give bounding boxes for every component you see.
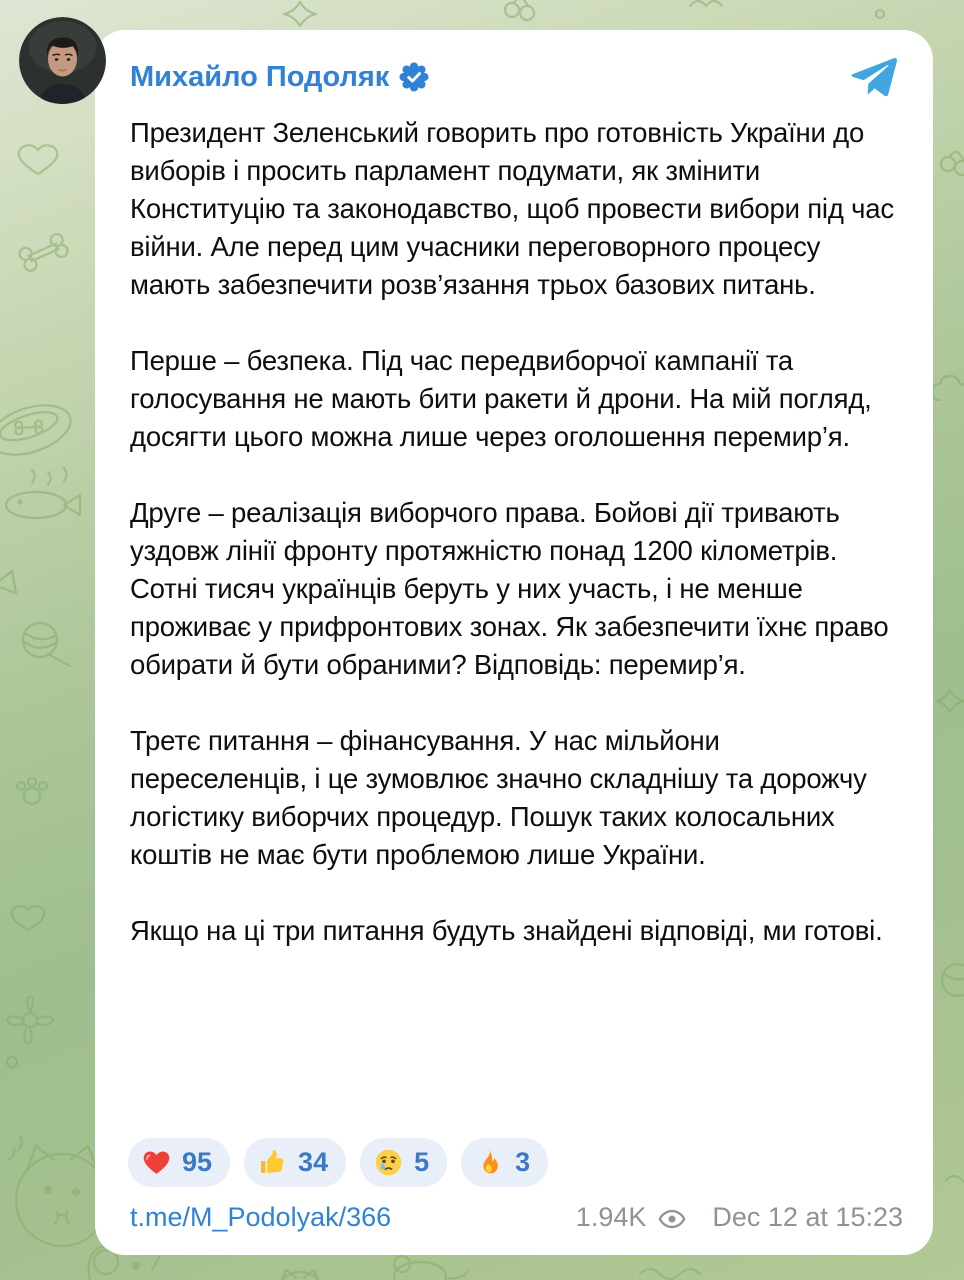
dot-doodle bbox=[876, 10, 884, 18]
reaction-button-heart[interactable] bbox=[128, 1138, 230, 1187]
flower-doodle bbox=[7, 996, 53, 1044]
cat-face-doodle bbox=[276, 1270, 324, 1280]
bird-doodle bbox=[690, 1, 722, 6]
footer-meta bbox=[576, 1202, 903, 1233]
squiggle-doodle bbox=[640, 1269, 700, 1279]
fish-doodle bbox=[6, 468, 80, 518]
verified-badge-icon bbox=[399, 62, 429, 92]
sparkle-doodle bbox=[284, 2, 316, 26]
post-header bbox=[130, 52, 903, 100]
reaction-count: 95 bbox=[182, 1147, 213, 1177]
reaction-count: 34 bbox=[298, 1147, 329, 1177]
heart-emoji-icon bbox=[142, 1148, 171, 1177]
heart-doodle bbox=[12, 906, 44, 930]
mouse-doodle bbox=[394, 1256, 468, 1280]
channel-avatar[interactable] bbox=[19, 17, 106, 104]
post-link[interactable]: t.me/M_Podolyak/366 bbox=[130, 1202, 392, 1232]
sparkle-doodle bbox=[936, 690, 964, 712]
post-paragraph: Президент Зеленський говорить про готовність України до виборів і просить парламент подумати, як змінити Конституцію та законодавство, щоб провести вибори під час війни. Але перед цим учасники переговорного процесу мають забезпечити розв’язання трьох базових питань. bbox=[130, 117, 894, 300]
thumbs-up-emoji-icon bbox=[258, 1148, 287, 1177]
channel-avatar-photo bbox=[19, 17, 106, 104]
cherry-doodle bbox=[941, 152, 964, 175]
triangle-doodle bbox=[0, 571, 16, 593]
post-paragraph: Перше – безпека. Під час передвиборчої кампанії та голосування не мають бити ракети й дрони. На мій погляд, досягти цього можна лише через оголошення перемир’я. bbox=[130, 345, 872, 452]
post-paragraph: Третє питання – фінансування. У нас мільйони переселенців, і це зумовлює значно складнішу та дорожчу логістику виборчих процедур. Пошук таких колосальних коштів не має бути проблемою лише України. bbox=[130, 725, 867, 870]
heart-doodle bbox=[19, 145, 57, 174]
dot-doodle bbox=[7, 1057, 17, 1067]
yarn-doodle bbox=[942, 964, 964, 996]
post-footer bbox=[130, 1202, 903, 1233]
cherry-doodle bbox=[505, 0, 534, 20]
post-text bbox=[130, 114, 903, 950]
cat-face-doodle bbox=[8, 1136, 108, 1246]
post-paragraph: Друге – реалізація виборчого права. Бойові дії тривають уздовж лінії фронту протяжністю понад 1200 кілометрів. Сотні тисяч українців беруть у них участь, і не менше проживає у прифронтових зонах. Як забезпечити їхнє право обирати й бути обраними? Відповідь: перемир’я. bbox=[130, 497, 889, 680]
cloud-doodle bbox=[932, 376, 964, 400]
squiggle-doodle bbox=[946, 1176, 964, 1184]
post-date: Dec 12 at 15:23 bbox=[712, 1202, 903, 1232]
bone-doodle bbox=[18, 232, 70, 273]
channel-name[interactable]: Михайло Подоляк bbox=[130, 61, 390, 93]
reactions-row bbox=[128, 1138, 548, 1187]
reaction-count: 3 bbox=[515, 1147, 531, 1177]
telegram-plane-icon[interactable] bbox=[851, 54, 897, 100]
reaction-button-thumbs-up[interactable] bbox=[244, 1138, 346, 1187]
reaction-button-fire[interactable] bbox=[461, 1138, 548, 1187]
post-card bbox=[95, 30, 933, 1255]
dog-bowl-doodle bbox=[0, 396, 77, 464]
reaction-count: 5 bbox=[414, 1147, 430, 1177]
crying-emoji-icon bbox=[374, 1148, 403, 1177]
eye-icon bbox=[658, 1208, 686, 1230]
fire-emoji-icon bbox=[475, 1148, 504, 1177]
reaction-button-crying[interactable] bbox=[360, 1138, 447, 1187]
yarn-doodle bbox=[23, 623, 70, 666]
paw-doodle bbox=[17, 778, 47, 804]
views-count: 1.94K bbox=[575, 1202, 647, 1232]
post-paragraph: Якщо на ці три питання будуть знайдені відповіді, ми готові. bbox=[130, 915, 883, 946]
